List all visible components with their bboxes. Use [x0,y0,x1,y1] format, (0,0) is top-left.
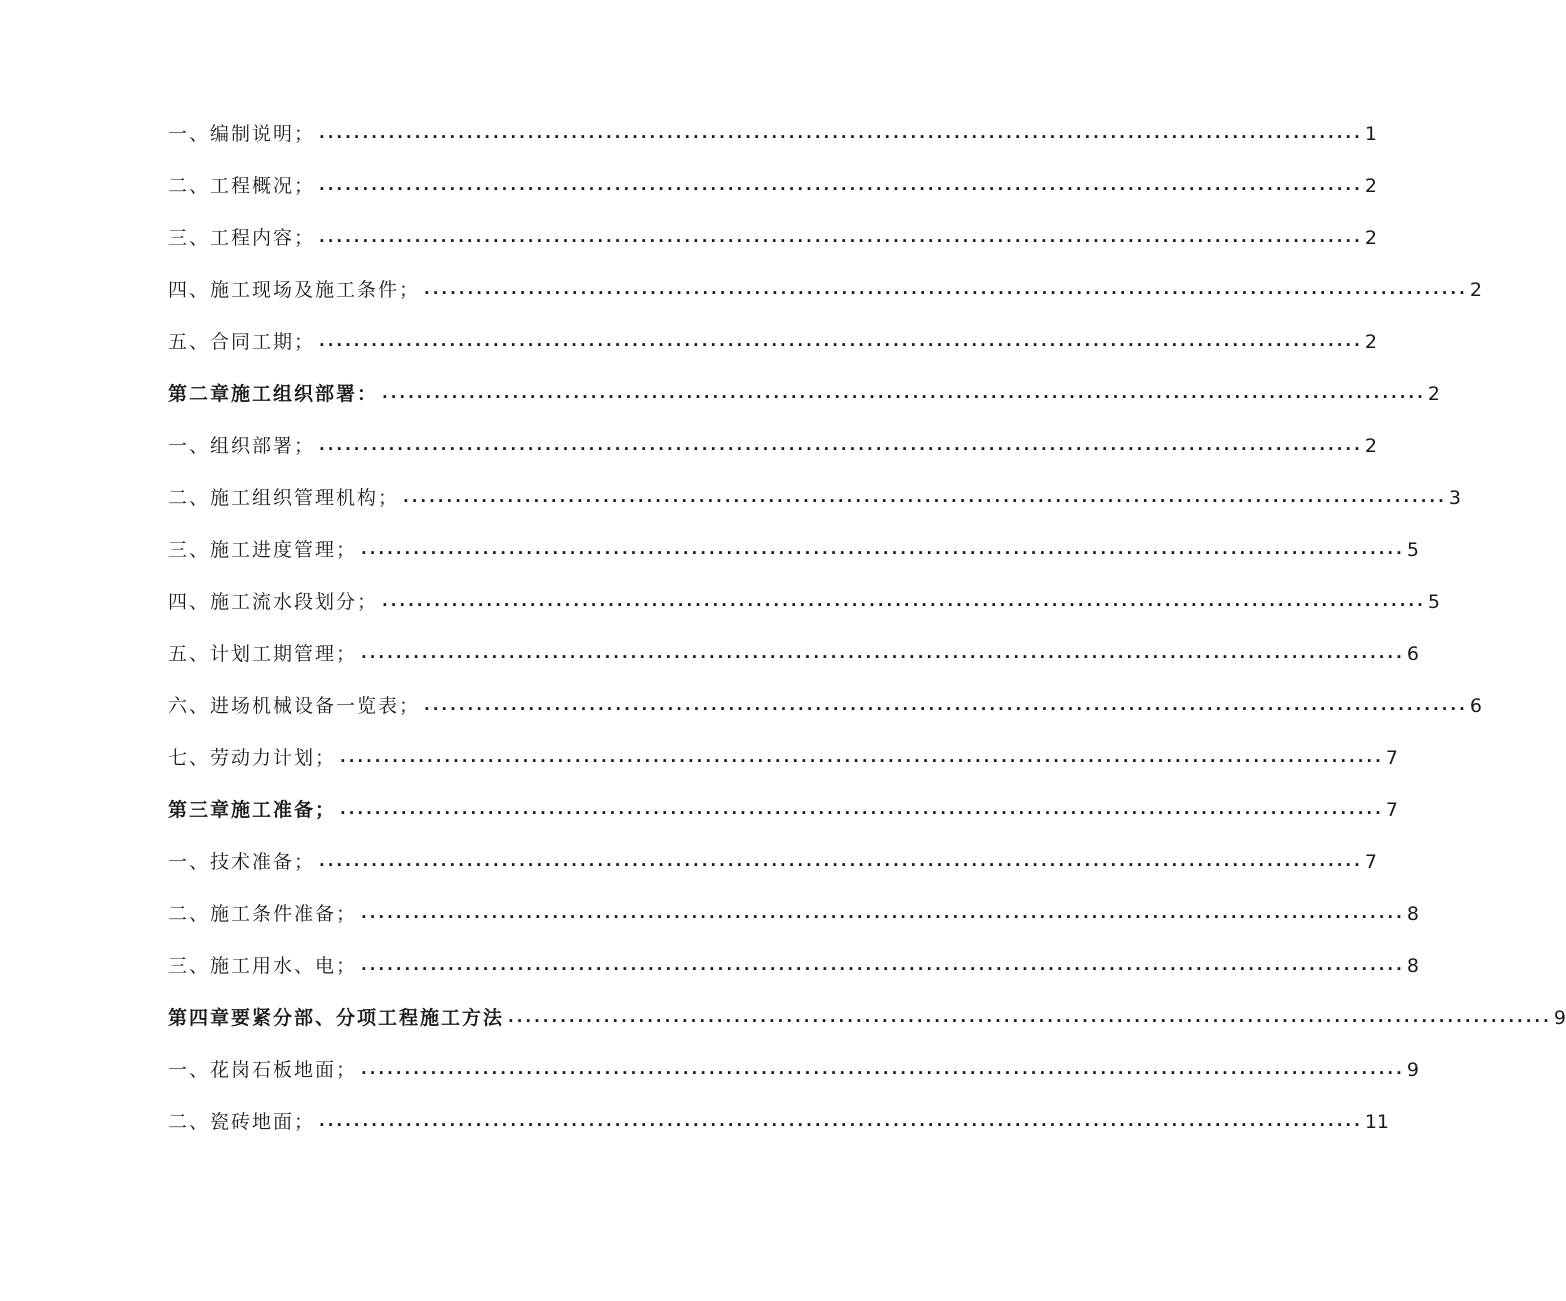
toc-entry-title: 二、瓷砖地面； [168,1111,316,1133]
toc-entry-title: 一、编制说明； [168,123,316,145]
toc-dot-leader: ........................................................................................................................ [319,1112,1363,1130]
toc-dot-leader: ........................................................................................................................ [424,280,1468,298]
toc-entry-title: 第三章施工准备； [168,799,337,821]
toc-entry[interactable] [168,428,1377,480]
toc-entry[interactable] [168,1104,1389,1156]
toc-dot-leader: ........................................................................................................................ [382,592,1426,610]
toc-dot-leader: ........................................................................................................................ [340,748,1384,766]
toc-entry-page: 5 [1427,591,1440,613]
toc-entry-page: 2 [1364,175,1377,197]
toc-entry-page: 9 [1406,1059,1419,1081]
toc-dot-leader: ........................................................................................................................ [319,228,1363,246]
toc-entry-title: 一、组织部署； [168,435,316,457]
toc-dot-leader: ........................................................................................................................ [403,488,1447,506]
toc-entry-page: 5 [1406,539,1419,561]
toc-entry[interactable] [168,948,1419,1000]
toc-entry-title: 四、施工现场及施工条件； [168,279,421,301]
toc-entry-title: 三、施工进度管理； [168,539,358,561]
toc-entry-page: 1 [1364,123,1377,145]
toc-dot-leader: ........................................................................................................................ [424,696,1468,714]
toc-entry-title: 一、花岗石板地面； [168,1059,358,1081]
toc-entry-title: 五、合同工期； [168,331,316,353]
toc-entry[interactable] [168,1052,1419,1104]
toc-dot-leader: ........................................................................................................................ [361,904,1405,922]
table-of-contents [168,116,1566,1156]
toc-dot-leader: ........................................................................................................................ [361,956,1405,974]
toc-entry[interactable] [168,168,1377,220]
toc-entry[interactable] [168,532,1419,584]
toc-dot-leader: ........................................................................................................................ [319,852,1363,870]
toc-chapter-entry[interactable] [168,792,1398,844]
toc-dot-leader: ........................................................................................................................ [382,384,1426,402]
toc-dot-leader: ........................................................................................................................ [340,800,1384,818]
toc-entry-page: 6 [1469,695,1482,717]
toc-entry-title: 六、进场机械设备一览表； [168,695,421,717]
toc-entry-title: 二、施工条件准备； [168,903,358,925]
toc-dot-leader: ........................................................................................................................ [361,644,1405,662]
toc-entry-title: 第四章要紧分部、分项工程施工方法 [168,1007,505,1029]
toc-entry-title: 三、工程内容； [168,227,316,249]
toc-entry[interactable] [168,272,1482,324]
toc-entry-title: 第二章施工组织部署： [168,383,379,405]
toc-dot-leader: ........................................................................................................................ [319,124,1363,142]
toc-dot-leader: ........................................................................................................................ [361,540,1405,558]
toc-entry-page: 7 [1364,851,1377,873]
toc-entry-page: 6 [1406,643,1419,665]
toc-entry-page: 2 [1364,227,1377,249]
toc-entry[interactable] [168,220,1377,272]
toc-entry-page: 7 [1385,799,1398,821]
toc-entry[interactable] [168,480,1461,532]
toc-entry-page: 2 [1364,331,1377,353]
toc-dot-leader: ........................................................................................................................ [319,332,1363,350]
toc-dot-leader: ........................................................................................................................ [508,1008,1552,1026]
toc-dot-leader: ........................................................................................................................ [361,1060,1405,1078]
toc-entry-page: 8 [1406,955,1419,977]
toc-entry-title: 四、施工流水段划分； [168,591,379,613]
toc-entry-page: 2 [1427,383,1440,405]
toc-entry-title: 二、工程概况； [168,175,316,197]
toc-entry-title: 一、技术准备； [168,851,316,873]
toc-entry[interactable] [168,896,1419,948]
toc-entry[interactable] [168,584,1440,636]
toc-entry-title: 三、施工用水、电； [168,955,358,977]
toc-entry-page: 11 [1364,1111,1389,1133]
toc-chapter-entry[interactable] [168,376,1440,428]
toc-entry[interactable] [168,740,1398,792]
toc-entry-page: 9 [1553,1007,1566,1029]
toc-entry-title: 二、施工组织管理机构； [168,487,400,509]
toc-dot-leader: ........................................................................................................................ [319,176,1363,194]
toc-dot-leader: ........................................................................................................................ [319,436,1363,454]
toc-entry[interactable] [168,116,1377,168]
toc-entry-page: 3 [1448,487,1461,509]
toc-entry-title: 七、劳动力计划； [168,747,337,769]
toc-entry-page: 7 [1385,747,1398,769]
toc-entry-page: 2 [1469,279,1482,301]
toc-entry[interactable] [168,688,1482,740]
toc-entry[interactable] [168,636,1419,688]
toc-entry-page: 2 [1364,435,1377,457]
toc-entry-title: 五、计划工期管理； [168,643,358,665]
toc-chapter-entry[interactable] [168,1000,1566,1052]
toc-entry[interactable] [168,844,1377,896]
toc-entry[interactable] [168,324,1377,376]
toc-entry-page: 8 [1406,903,1419,925]
